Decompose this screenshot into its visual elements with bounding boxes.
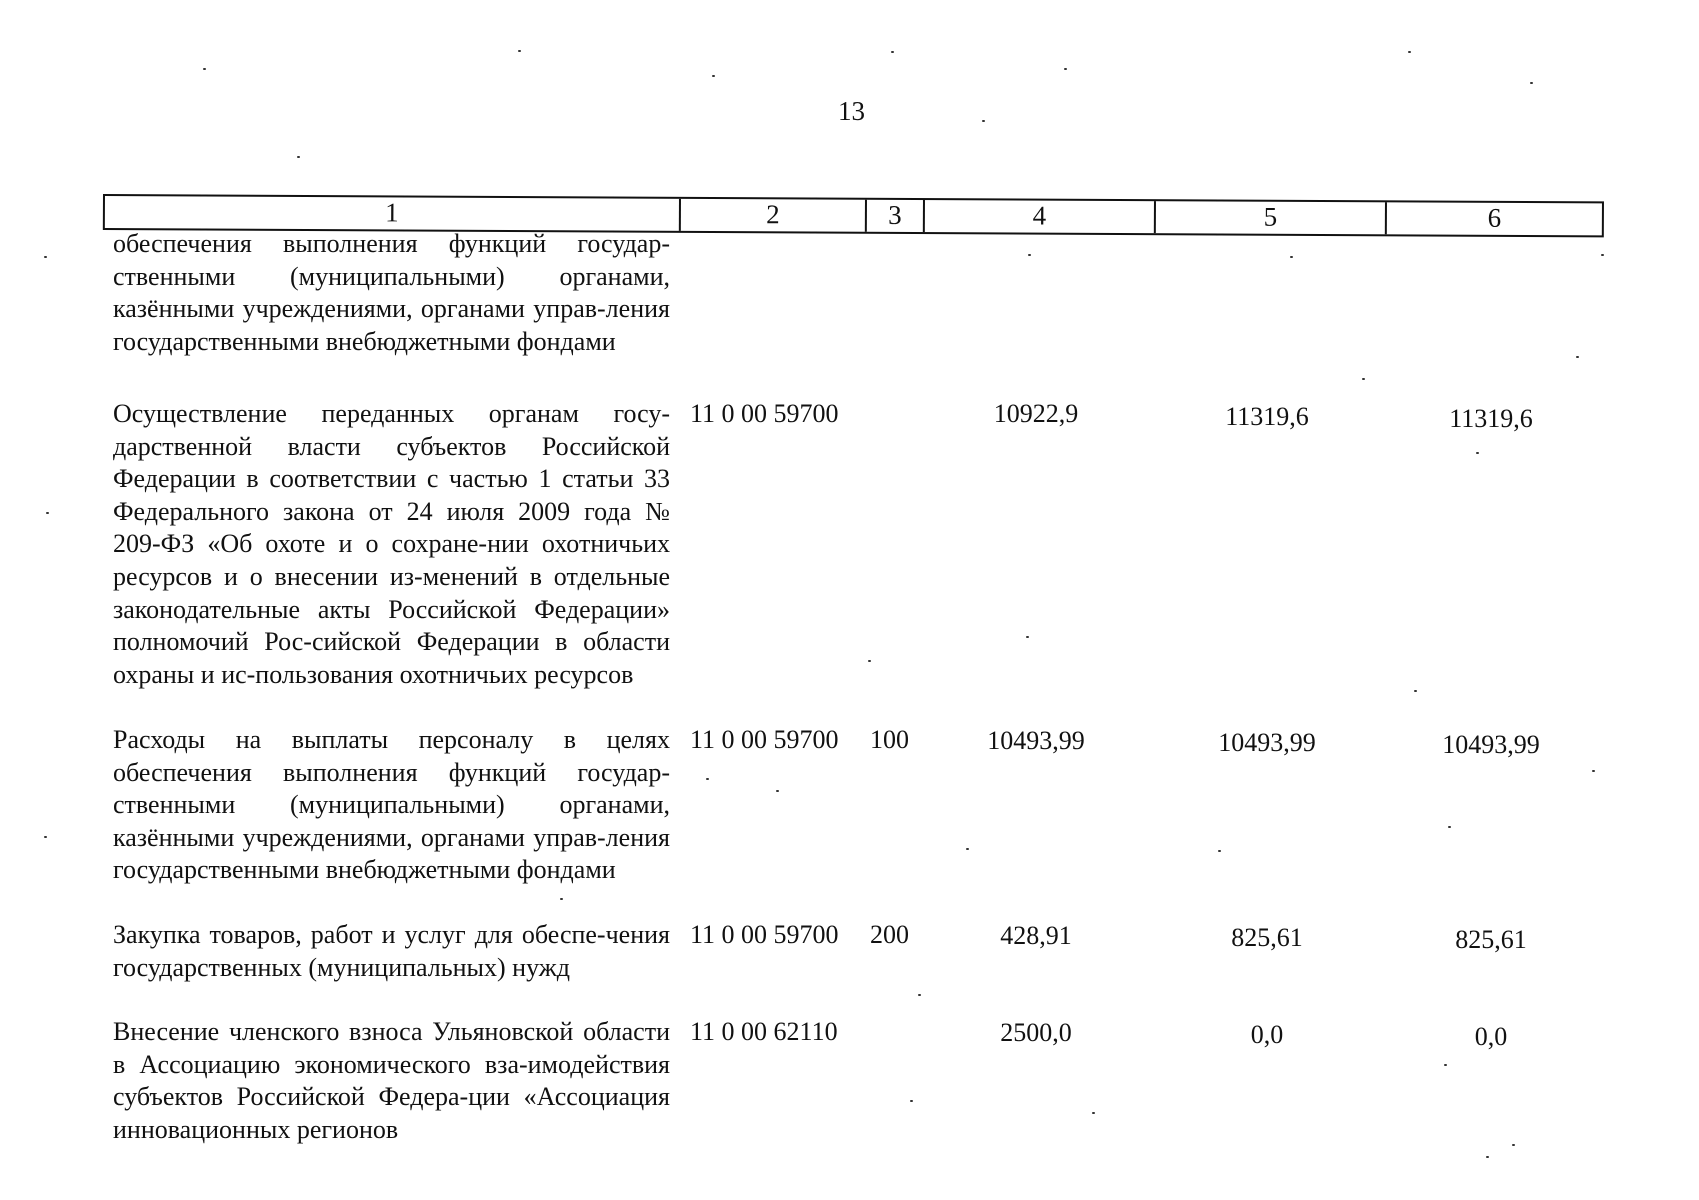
table-header-cell: 1 — [105, 196, 681, 231]
row-description: Закупка товаров, работ и услуг для обеспе-чения государственных (муниципальных) нужд — [113, 920, 670, 982]
scan-speck — [1218, 850, 1221, 852]
row-expense-type: 100 — [870, 725, 909, 754]
row-value-col4: 2500,0 — [1000, 1018, 1072, 1047]
row-code: 11 0 00 62110 — [690, 1017, 838, 1046]
scan-speck — [868, 660, 871, 662]
scan-speck — [1592, 770, 1595, 772]
scan-speck — [44, 256, 47, 258]
scan-speck — [44, 836, 47, 838]
row-value-col4: 428,91 — [1000, 921, 1072, 950]
row-description: Внесение членского взноса Ульяновской области в Ассоциацию экономического вза-имодействия субъектов Российской Федера-ции «Ассоциация инновационных регионов — [113, 1017, 670, 1144]
scan-speck — [1601, 254, 1604, 256]
scan-speck — [1486, 1156, 1489, 1158]
scan-speck — [1026, 636, 1029, 638]
row-code: 11 0 00 59700 — [690, 920, 839, 949]
scan-speck — [560, 898, 563, 900]
scan-speck — [712, 75, 715, 77]
scan-speck — [1408, 51, 1411, 53]
scan-speck — [891, 51, 894, 53]
row-value-col6: 10493,99 — [1442, 730, 1540, 759]
row-value-col5: 0,0 — [1250, 1020, 1284, 1049]
row-value-col5: 10493,99 — [1218, 728, 1316, 757]
table-header-cell: 5 — [1156, 201, 1387, 234]
row-description: обеспечения выполнения функций государ-ственными (муниципальными) органами, казёнными учреждениями, органами управ-ления государственными внебюджетными фондами — [113, 229, 670, 356]
scan-speck — [46, 512, 49, 514]
row-value-col6: 825,61 — [1455, 925, 1527, 954]
row-expense-type: 200 — [870, 920, 909, 949]
scan-speck — [1092, 1112, 1095, 1114]
scan-speck — [910, 1100, 913, 1102]
page-number: 13 — [838, 96, 865, 126]
table-header-cell: 6 — [1487, 202, 1502, 233]
table-header-cell: 3 — [867, 200, 925, 232]
scan-speck — [1414, 690, 1417, 692]
table-header-cell: 2 — [681, 199, 867, 232]
row-value-col5: 825,61 — [1231, 923, 1303, 952]
scan-speck — [776, 790, 779, 792]
row-value-col5: 11319,6 — [1225, 402, 1309, 431]
scan-speck — [982, 120, 985, 122]
row-code: 11 0 00 59700 — [690, 399, 839, 428]
scan-speck — [1290, 256, 1293, 258]
scan-speck — [1028, 254, 1031, 256]
scan-speck — [918, 994, 921, 996]
row-value-col4: 10922,9 — [993, 399, 1079, 428]
scan-speck — [1444, 1064, 1447, 1066]
scan-speck — [1064, 68, 1067, 70]
scan-speck — [1512, 1144, 1515, 1146]
row-value-col6: 11319,6 — [1449, 404, 1533, 433]
scan-speck — [1362, 378, 1365, 380]
scan-speck — [966, 848, 969, 850]
row-value-col6: 0,0 — [1474, 1022, 1508, 1051]
scan-speck — [203, 68, 206, 70]
scan-speck — [1576, 356, 1579, 358]
scan-speck — [1476, 452, 1479, 454]
row-description: Расходы на выплаты персоналу в целях обеспечения выполнения функций государ-ственными (муниципальными) органами, казёнными учреждениями, органами управ-ления государственными внебюджетными фондами — [113, 725, 670, 885]
scan-speck — [1530, 82, 1533, 84]
row-value-col4: 10493,99 — [987, 726, 1085, 755]
row-description: Осуществление переданных органам госу-дарственной власти субъектов Российской Федерации в соответствии с частью 1 статьи 33 Федерального закона от 24 июля 2009 года № 209-ФЗ «Об охоте и о сохране-нии охотничьих ресурсов и о внесении из-менений в отдельные законодательные акты Российской Федерации» полномочий Рос-сийской Федерации в области охраны и ис-пользования охотничьих ресурсов — [113, 399, 670, 689]
scan-speck — [297, 156, 300, 158]
scan-speck — [518, 50, 521, 52]
scan-speck — [1448, 826, 1451, 828]
table-header-cell: 4 — [925, 200, 1156, 233]
row-code: 11 0 00 59700 — [690, 725, 839, 754]
scan-speck — [706, 778, 709, 780]
